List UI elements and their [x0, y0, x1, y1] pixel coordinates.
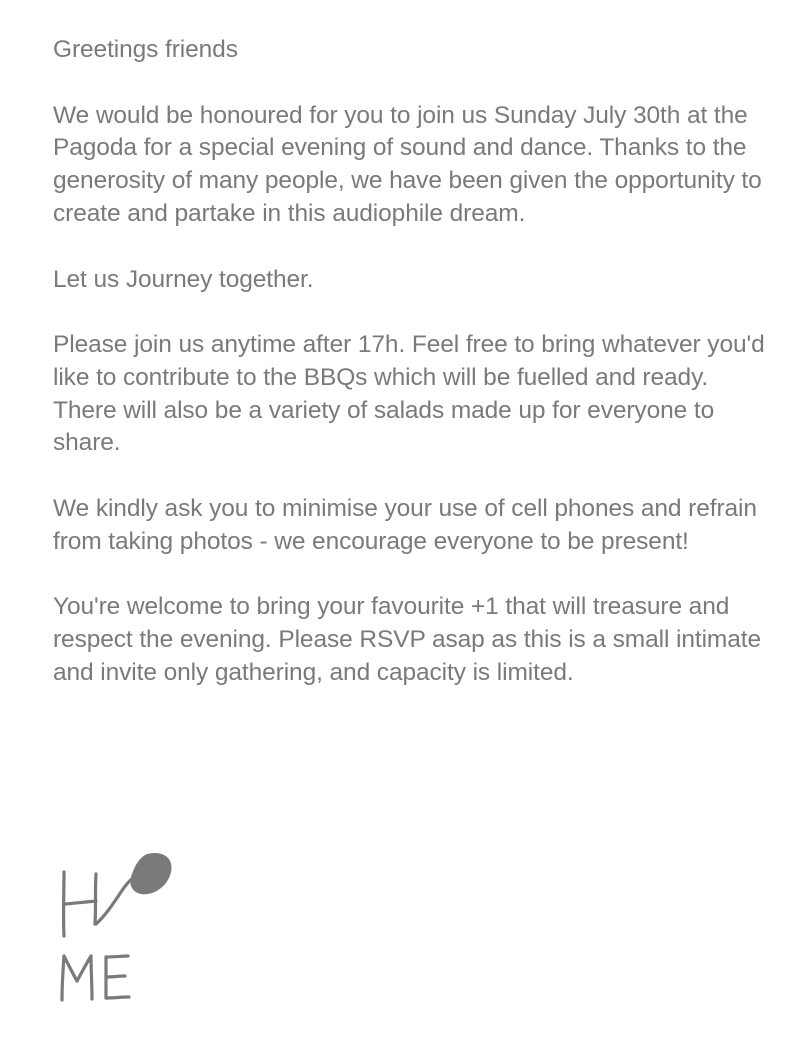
balloon-logo-icon	[55, 848, 180, 1006]
greeting-text: Greetings friends	[53, 36, 238, 63]
rsvp-paragraph: You're welcome to bring your favourite +1 that will treasure and respect the evening. Please RSVP asap as this is a small intimate and invite only gathering, and capacity is limited.	[53, 593, 761, 686]
journey-paragraph: Let us Journey together.	[53, 265, 314, 293]
invitation-letter	[53, 34, 773, 723]
home-logo	[55, 848, 180, 1006]
arrival-paragraph: Please join us anytime after 17h. Feel free to bring whatever you'd like to contribute to the BBQs which will be fuelled and ready. There will also be a variety of salads made up for everyone to share.	[53, 331, 765, 457]
invitation-paragraph: We would be honoured for you to join us Sunday July 30th at the Pagoda for a special evening of sound and dance. Thanks to the generosity of many people, we have been given the opportunity to create and partake in this audiophile dream.	[53, 101, 762, 227]
phones-paragraph: We kindly ask you to minimise your use of cell phones and refrain from taking photos - we encourage everyone to be present!	[53, 495, 757, 555]
